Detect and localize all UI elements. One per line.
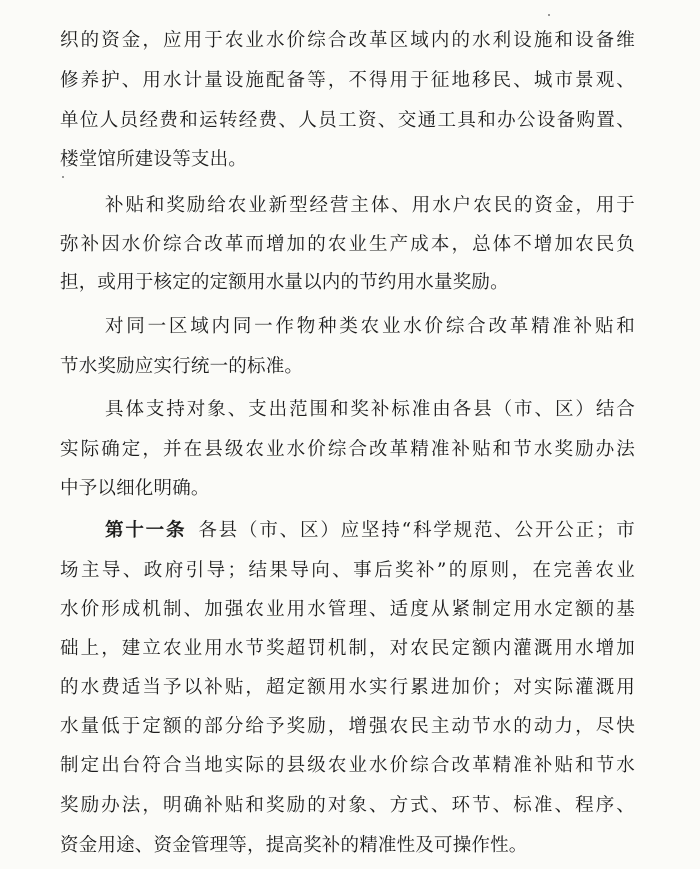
text-line: 的水费适当予以补贴，超定额用水实行累进加价；对实际灌溉用 <box>60 677 635 698</box>
text-line: 楼堂馆所建设等支出。 <box>60 149 248 170</box>
text-line: 奖励办法，明确补贴和奖励的对象、方式、环节、标准、程序、 <box>60 795 635 816</box>
text-line: 修养护、用水计量设施配备等，不得用于征地移民、城市景观、 <box>60 70 635 91</box>
scan-speck <box>548 14 550 16</box>
text-line: 织的资金，应用于农业水价综合改革区域内的水利设施和设备维 <box>60 30 635 51</box>
article-line <box>105 511 635 551</box>
text-line: 实际确定，并在县级农业水价综合改革精准补贴和节水奖励办法 <box>60 439 635 460</box>
text-line: 弥补因水价综合改革而增加的农业生产成本，总体不增加农民负 <box>60 234 635 255</box>
text-line: 补贴和奖励给农业新型经营主体、用水户农民的资金，用于 <box>105 195 635 216</box>
article-text: 各县（市、区）应坚持“科学规范、公开公正；市 <box>198 520 635 541</box>
text-line: 具体支持对象、支出范围和奖补标准由各县（市、区）结合 <box>105 399 635 420</box>
text-line: 节水奖励应实行统一的标准。 <box>60 356 304 377</box>
text-line: 制定出台符合当地实际的县级农业水价综合改革精准补贴和节水 <box>60 755 635 776</box>
text-line: 中予以细化明确。 <box>60 478 210 499</box>
text-line: 水量低于定额的部分给予奖励，增强农民主动节水的动力，尽快 <box>60 716 635 737</box>
text-line: 场主导、政府引导；结果导向、事后奖补”的原则，在完善农业 <box>60 560 635 581</box>
text-line: 单位人员经费和运转经费、人员工资、交通工具和办公设备购置、 <box>60 110 635 131</box>
text-line: 对同一区域内同一作物种类农业水价综合改革精准补贴和 <box>105 316 635 337</box>
article-heading: 第十一条 <box>105 520 187 541</box>
text-line: 担，或用于核定的定额用水量以内的节约用水量奖励。 <box>60 272 509 293</box>
scan-speck <box>62 176 64 178</box>
text-line: 资金用途、资金管理等，提高奖补的精准性及可操作性。 <box>60 835 528 856</box>
text-line: 础上，建立农业用水节奖超罚机制，对农民定额内灌溉用水增加 <box>60 638 635 659</box>
text-line: 水价形成机制、加强农业用水管理、适度从紧制定用水定额的基 <box>60 599 635 620</box>
